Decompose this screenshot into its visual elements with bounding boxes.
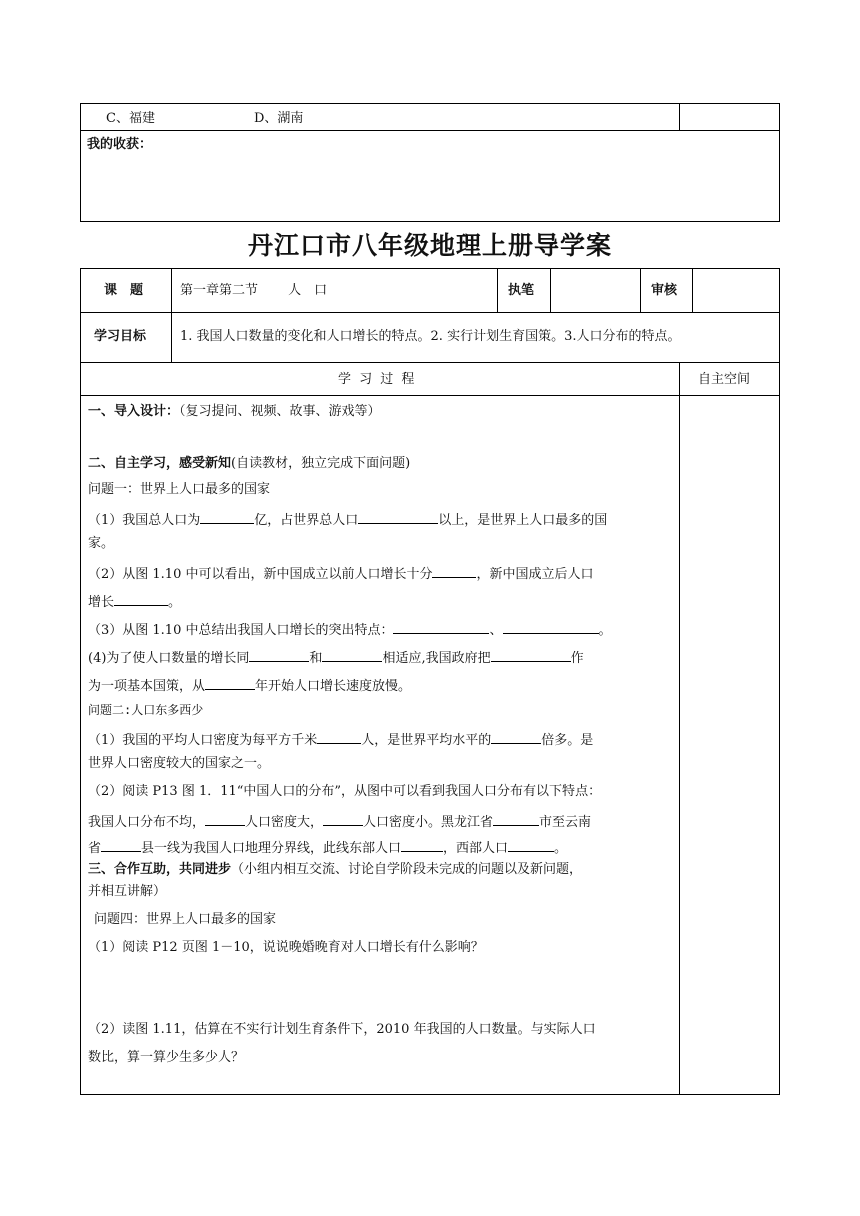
author-label: 执笔 bbox=[508, 283, 535, 298]
q2-1-text-c: 倍多。是 bbox=[541, 733, 594, 748]
row-divider-2 bbox=[80, 362, 780, 363]
col-divider-self-space bbox=[679, 362, 680, 1095]
col-divider-topic bbox=[497, 268, 498, 312]
answer-blank[interactable] bbox=[493, 812, 539, 826]
q2-1-text-a: （1）我国的平均人口密度为每平方千米 bbox=[88, 733, 318, 748]
q2-2-text-e: 市至云南 bbox=[539, 815, 592, 830]
q1-4-text-a: (4)为了使人口数量的增长同 bbox=[88, 651, 250, 666]
answer-blank[interactable] bbox=[358, 510, 438, 524]
col-divider-author-value bbox=[640, 268, 641, 312]
top-table-col-divider bbox=[679, 103, 680, 131]
q1-4-text-d: 作 bbox=[570, 651, 584, 666]
section-2-title: 二、自主学习，感受新知 bbox=[88, 456, 232, 471]
row-divider-1 bbox=[80, 312, 780, 313]
q4-item-1: （1）阅读 P12 页图 1－10，说说晚婚晚育对人口增长有什么影响？ bbox=[88, 940, 484, 955]
q2-item-2: （2）阅读 P13 图 1．11“中国人口的分布”，从图中可以看到我国人口分布有以下特点： bbox=[88, 784, 602, 799]
answer-blank[interactable] bbox=[114, 592, 168, 606]
section-3-line bbox=[88, 862, 582, 878]
answer-blank[interactable] bbox=[205, 676, 255, 690]
section-1-line bbox=[88, 404, 381, 420]
topic-value: 第一章第二节 人 口 bbox=[180, 283, 328, 298]
answer-blank[interactable] bbox=[205, 812, 245, 826]
goal-label: 学习目标 bbox=[94, 329, 147, 344]
q1-2-text-c: 增长 bbox=[88, 595, 115, 610]
section-1-text: （复习提问、视频、故事、游戏等） bbox=[179, 404, 381, 419]
col-divider-label bbox=[171, 268, 172, 362]
answer-blank[interactable] bbox=[393, 620, 489, 634]
q2-item-2-line2 bbox=[88, 812, 591, 831]
answer-blank[interactable] bbox=[200, 510, 254, 524]
q1-4-text-e: 为一项基本国策，从 bbox=[88, 679, 206, 694]
top-table bbox=[80, 103, 780, 222]
goal-value: 1. 我国人口数量的变化和人口增长的特点。2. 实行计划生育国策。3.人口分布的特点。 bbox=[180, 329, 681, 344]
answer-blank[interactable] bbox=[323, 812, 363, 826]
q2-2-text-b: 我国人口分布不均， bbox=[88, 815, 206, 830]
q2-2-text-i: 。 bbox=[554, 841, 568, 856]
q1-item-1 bbox=[88, 510, 607, 529]
answer-blank[interactable] bbox=[491, 648, 571, 662]
self-space-label: 自主空间 bbox=[698, 372, 751, 387]
answer-blank[interactable] bbox=[491, 730, 541, 744]
q1-item-2 bbox=[88, 564, 594, 583]
harvest-label: 我的收获： bbox=[87, 137, 153, 152]
review-label: 审核 bbox=[651, 283, 678, 298]
q1-1-text-a: （1）我国总人口为 bbox=[88, 513, 201, 528]
topic-label: 课 题 bbox=[104, 283, 144, 298]
q1-3-text-c: 。 bbox=[598, 623, 612, 638]
q4-item-2: （2）读图 1.11，估算在不实行计划生育条件下，2010 年我国的人口数量。与实际人口 bbox=[88, 1022, 596, 1037]
q1-2-text-d: 。 bbox=[168, 595, 182, 610]
section-1-title: 一、导入设计： bbox=[88, 404, 180, 419]
answer-blank[interactable] bbox=[317, 730, 361, 744]
q1-2-text-b: ，新中国成立后人口 bbox=[476, 567, 594, 582]
q2-item-1 bbox=[88, 730, 593, 749]
option-c: C、福建 bbox=[106, 111, 155, 126]
answer-blank[interactable] bbox=[249, 648, 309, 662]
section-3-text: （小组内相互交流、讨论自学阶段未完成的问题以及新问题， bbox=[231, 862, 583, 877]
q2-item-1-cont: 世界人口密度较大的国家之一。 bbox=[88, 756, 271, 771]
q2-1-text-b: 人，是世界平均水平的 bbox=[361, 733, 492, 748]
q2-2-text-c: 人口密度大， bbox=[245, 815, 324, 830]
q2-item-2-line3 bbox=[88, 838, 567, 857]
q2-2-text-h: ，西部人口 bbox=[443, 841, 509, 856]
question-4-title: 问题四：世界上人口最多的国家 bbox=[94, 912, 277, 927]
q1-item-3 bbox=[88, 620, 612, 639]
page-title: 丹江口市八年级地理上册导学案 bbox=[247, 231, 612, 260]
section-2-line bbox=[88, 456, 410, 472]
answer-blank[interactable] bbox=[322, 648, 382, 662]
q1-3-text-b: 、 bbox=[489, 623, 503, 638]
q1-4-text-c: 相适应,我国政府把 bbox=[382, 651, 491, 666]
top-table-divider bbox=[80, 130, 780, 131]
q1-item-4 bbox=[88, 648, 584, 667]
answer-blank[interactable] bbox=[401, 838, 443, 852]
section-3-title: 三、合作互助，共同进步 bbox=[88, 862, 232, 877]
q2-2-text-g: 县一线为我国人口地理分界线，此线东部人口 bbox=[141, 841, 402, 856]
q1-item-2-cont bbox=[88, 592, 181, 611]
section-2-text: (自读教材，独立完成下面问题) bbox=[231, 456, 411, 471]
q1-1-text-b: 亿，占世界总人口 bbox=[254, 513, 359, 528]
q1-2-text-a: （2）从图 1.10 中可以看出，新中国成立以前人口增长十分 bbox=[88, 567, 433, 582]
q2-2-text-f: 省 bbox=[88, 841, 102, 856]
process-label: 学 习 过 程 bbox=[338, 372, 417, 387]
q2-2-text-d: 人口密度小。黑龙江省 bbox=[363, 815, 494, 830]
q1-item-1-cont: 家。 bbox=[88, 536, 115, 551]
q1-3-text-a: （3）从图 1.10 中总结出我国人口增长的突出特点： bbox=[88, 623, 394, 638]
answer-blank[interactable] bbox=[432, 564, 476, 578]
col-divider-review-label bbox=[692, 268, 693, 312]
question-1-title: 问题一：世界上人口最多的国家 bbox=[88, 482, 271, 497]
row-divider-3 bbox=[80, 395, 780, 396]
question-2-title: 问题二:人口东多西少 bbox=[88, 703, 204, 717]
q1-1-text-c: 以上，是世界上人口最多的国 bbox=[438, 513, 608, 528]
q1-4-text-b: 和 bbox=[309, 651, 323, 666]
answer-blank[interactable] bbox=[101, 838, 141, 852]
col-divider-author-label bbox=[550, 268, 551, 312]
option-d: D、湖南 bbox=[254, 111, 304, 126]
section-3-text-cont: 并相互讲解） bbox=[88, 884, 167, 899]
q4-item-2-cont: 数比，算一算少生多少人？ bbox=[88, 1050, 245, 1065]
q1-item-4-cont bbox=[88, 676, 411, 695]
q1-4-text-f: 年开始人口增长速度放慢。 bbox=[255, 679, 412, 694]
answer-blank[interactable] bbox=[508, 838, 554, 852]
answer-blank[interactable] bbox=[503, 620, 599, 634]
